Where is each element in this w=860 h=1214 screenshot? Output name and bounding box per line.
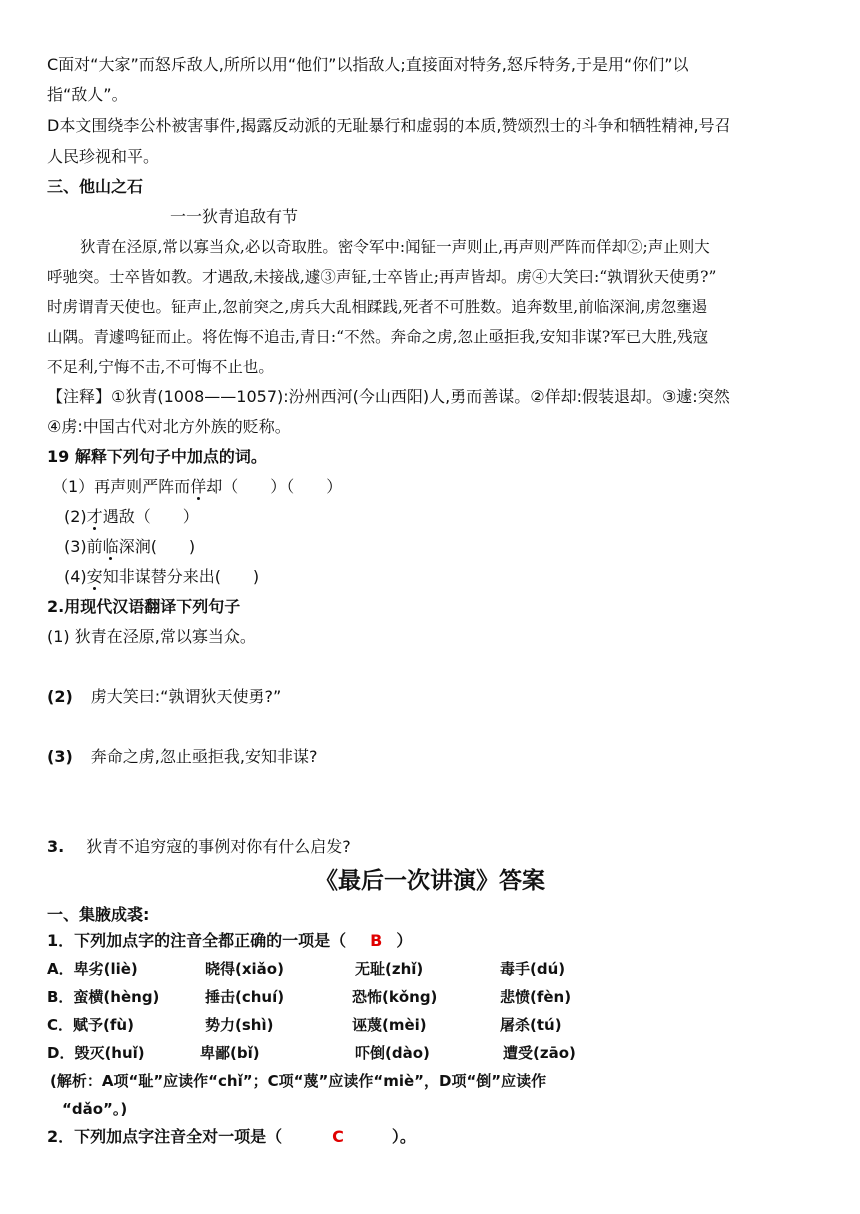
question-19: 19 解释下列句子中加点的词。: [47, 447, 267, 466]
dotted-char: 才: [86, 507, 103, 526]
option-c-3: 诬蔑(mèi): [352, 1016, 427, 1034]
section-three-heading: 三、他山之石: [47, 177, 144, 196]
analysis-line-2: “dǎo”。): [62, 1100, 128, 1118]
option-c-1: C．赋予(fù): [47, 1016, 134, 1034]
option-a-3: 无耻(zhǐ): [355, 960, 424, 978]
answer-1-choice: B: [370, 931, 383, 950]
answer-question-1: 1．下列加点字的注音全都正确的一项是（ B ）: [47, 931, 413, 950]
passage-line: 山隅。青遽鸣钲而止。将佐悔不追击,青日:“不然。奔命之虏,忽止亟拒我,安知非谋?军已大胜,残寇: [47, 328, 709, 346]
dotted-char: 安: [86, 567, 103, 586]
annotation-line-2: ④虏:中国古代对北方外族的贬称。: [47, 417, 291, 436]
option-d-4: 遭受(zāo): [503, 1044, 576, 1062]
answer-2-choice: C: [332, 1127, 344, 1146]
passage-line: 呼驰突。士卒皆如教。才遇敌,未接战,遽③声钲,士卒皆止;再声皆却。虏④大笑曰:“孰谓狄天使勇?”: [47, 268, 717, 286]
option-d-2: 卑鄙(bǐ): [200, 1044, 260, 1062]
option-a-4: 毒手(dú): [500, 960, 566, 978]
option-c-2: 势力(shì): [205, 1016, 274, 1034]
option-d-1: D．毁灭(huǐ): [47, 1044, 145, 1062]
dotted-char: 佯: [190, 477, 207, 496]
option-a-2: 晓得(xiǎo): [205, 960, 284, 978]
passage-subtitle: 一一狄青追敌有节: [170, 207, 299, 226]
question-19-2: (2)才遇敌（ ）: [64, 507, 199, 526]
option-c-line-1: C面对“大家”而怒斥敌人,所所以用“他们”以指敌人;直接面对特务,怒斥特务,于是用“你们”以: [47, 55, 689, 74]
option-d-line-1: D本文围绕李公朴被害事件,揭露反动派的无耻暴行和虚弱的本质,赞颂烈士的斗争和牺牲精神,号召: [47, 116, 731, 135]
passage-line: 不足利,宁悔不击,不可悔不止也。: [47, 358, 274, 376]
option-a-1: A．卑劣(liè): [47, 960, 138, 978]
translation-question: 2.用现代汉语翻译下列句子: [47, 597, 241, 616]
question-19-1: （1）再声则严阵而佯却（ ）（ ）: [52, 477, 343, 496]
passage-line: 狄青在泾原,常以寡当众,必以奇取胜。密令军中:闻钲一声则止,再声则严阵而佯却②;声止则大: [80, 238, 710, 256]
option-c-4: 屠杀(tú): [500, 1016, 562, 1034]
option-d-line-2: 人民珍视和平。: [47, 147, 160, 166]
question-19-4: (4)安知非谋替分来出( ): [64, 567, 260, 586]
option-b-3: 恐怖(kǒng): [352, 988, 438, 1006]
passage-line: 时虏谓青天使也。钲声止,忽前突之,虏兵大乱相蹂践,死者不可胜数。追奔数里,前临深涧,虏忽壅遏: [47, 298, 708, 316]
option-c-line-2: 指“敌人”。: [47, 85, 128, 104]
option-b-4: 悲愤(fèn): [500, 988, 572, 1006]
option-d-3: 吓倒(dào): [355, 1044, 430, 1062]
analysis-line-1: (解析：A项“耻”应读作“chǐ”；C项“蔑”应读作“miè”，D项“倒”应读作: [50, 1072, 547, 1090]
translation-item-3: (3) 奔命之虏,忽止亟拒我,安知非谋?: [47, 747, 318, 766]
answer-question-2: 2．下列加点字注音全对一项是（ C ）。: [47, 1127, 416, 1146]
option-b-1: B．蛮横(hèng): [47, 988, 160, 1006]
dotted-char: 临: [102, 537, 119, 556]
answer-section-one: 一、集腋成裘:: [47, 905, 150, 924]
question-19-3: (3)前临深涧( ): [64, 537, 196, 556]
question-3: 3. 狄青不追穷寇的事例对你有什么启发?: [47, 837, 351, 856]
annotation-line-1: 【注释】①狄青(1008——1057):汾州西河(今山西阳)人,勇而善谋。②佯却:假装退却。③遽:突然: [47, 387, 730, 406]
answer-title: 《最后一次讲演》答案: [315, 868, 545, 894]
option-b-2: 捶击(chuí): [205, 988, 285, 1006]
translation-item-2: (2) 虏大笑曰:“孰谓狄天使勇?”: [47, 687, 282, 706]
translation-item-1: (1) 狄青在泾原,常以寡当众。: [47, 627, 256, 646]
